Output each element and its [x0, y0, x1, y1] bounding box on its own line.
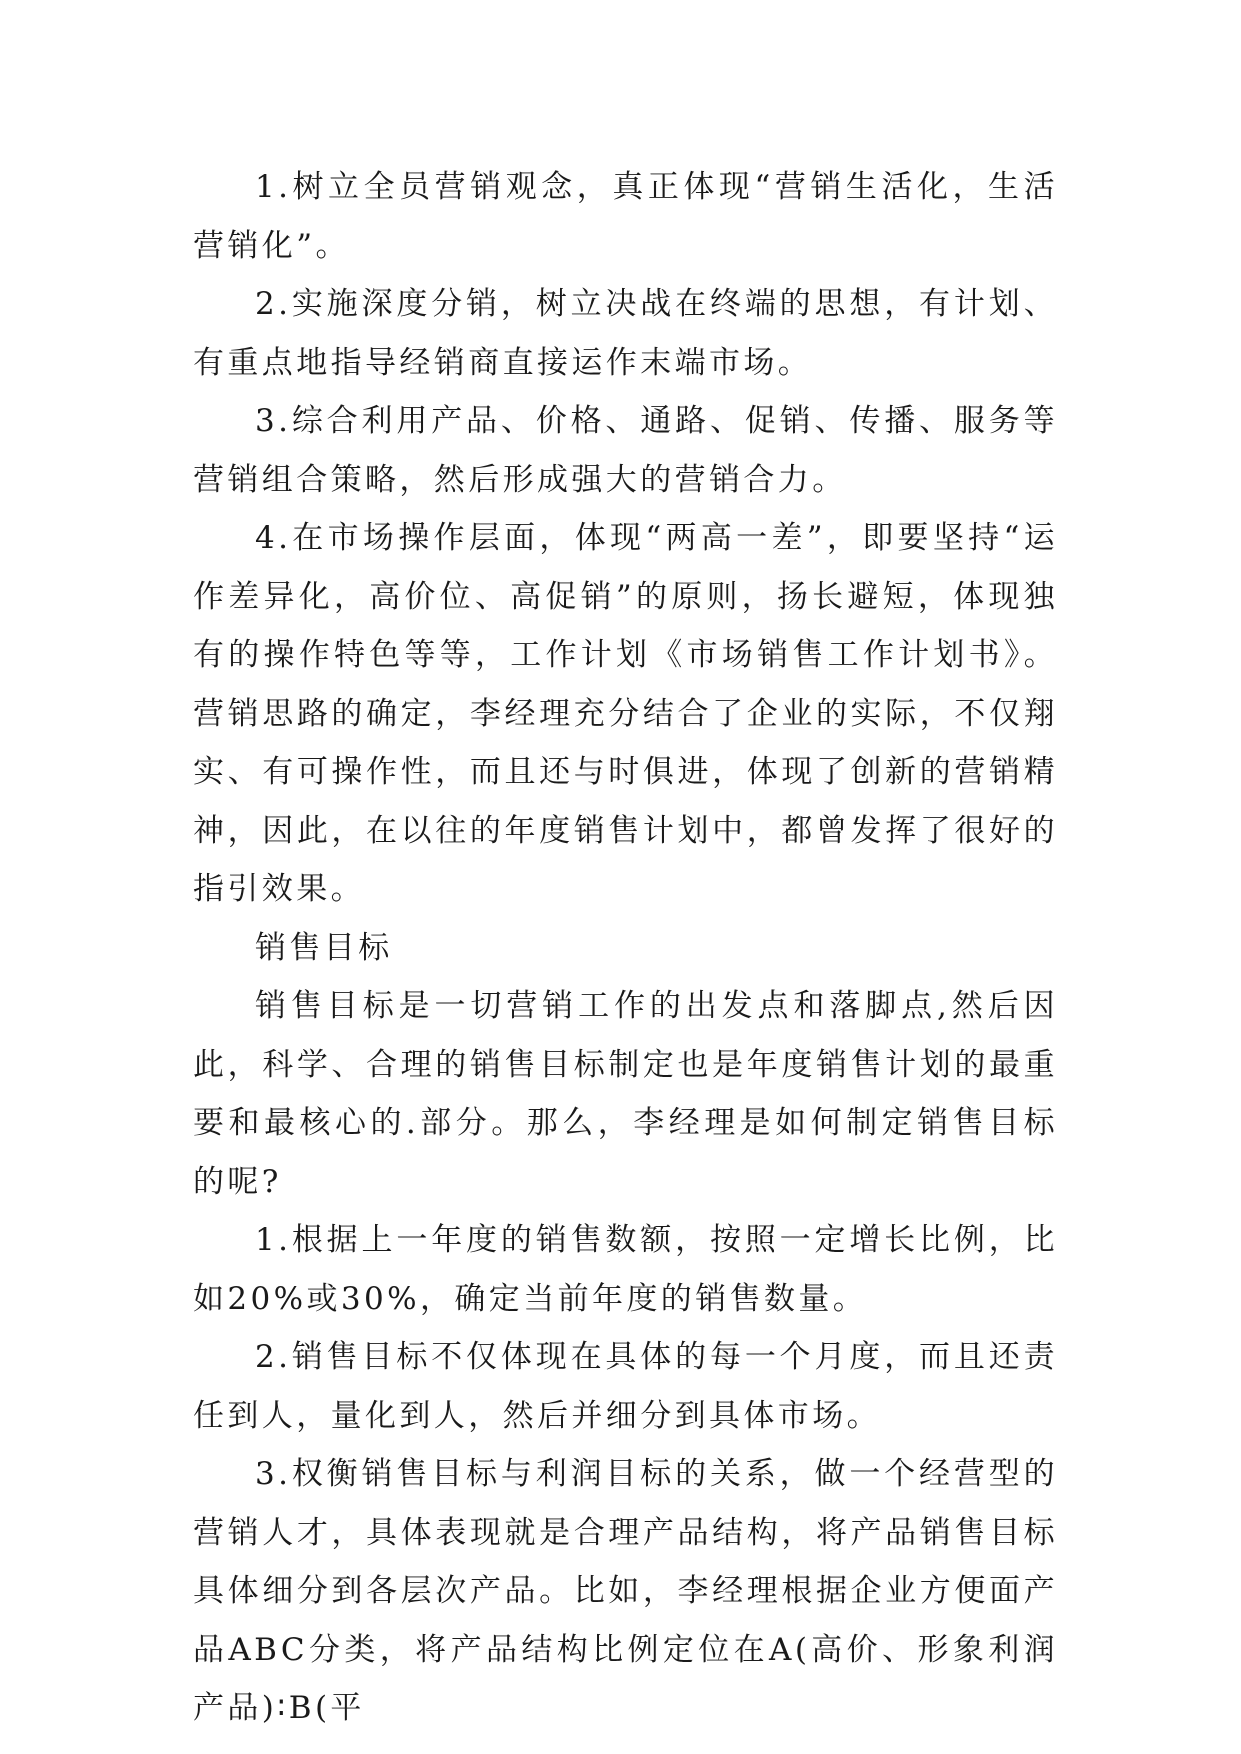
section-heading-sales-target: 销售目标: [255, 929, 393, 966]
paragraph-strategy-3: 3.综合利用产品、价格、通路、促销、传播、服务等营销组合策略，然后形成强大的营销合力。: [193, 403, 1058, 498]
paragraph-target-2: 2.销售目标不仅体现在具体的每一个月度，而且还责任到人，量化到人，然后并细分到具体市场。: [193, 1339, 1058, 1434]
paragraph-strategy-4: 4.在市场操作层面，体现“两高一差”，即要坚持“运作差异化，高价位、高促销”的原则，扬长避短，体现独有的操作特色等等，工作计划《市场销售工作计划书》。营销思路的确定，李经理充分结合了企业的实际，不仅翔实、有可操作性，而且还与时俱进，体现了创新的营销精神，因此，在以往的年度销售计划中，都曾发挥了很好的指引效果。: [193, 520, 1058, 907]
paragraph-target-3: 3.权衡销售目标与利润目标的关系，做一个经营型的营销人才，具体表现就是合理产品结构，将产品销售目标具体细分到各层次产品。比如，李经理根据企业方便面产品ABC分类，将产品结构比例定位在A(高价、形象利润产品)∶B(平: [193, 1456, 1058, 1726]
paragraph-sales-target-intro: 销售目标是一切营销工作的出发点和落脚点,然后因此，科学、合理的销售目标制定也是年度销售计划的最重要和最核心的.部分。那么，李经理是如何制定销售目标的呢?: [193, 988, 1058, 1200]
paragraph-strategy-2: 2.实施深度分销，树立决战在终端的思想，有计划、有重点地指导经销商直接运作末端市场。: [193, 286, 1058, 381]
paragraph-strategy-1: 1.树立全员营销观念，真正体现“营销生活化，生活营销化”。: [193, 169, 1058, 264]
paragraph-target-1: 1.根据上一年度的销售数额，按照一定增长比例，比如20%或30%，确定当前年度的销售数量。: [193, 1222, 1058, 1317]
document-body: [193, 158, 1058, 1738]
